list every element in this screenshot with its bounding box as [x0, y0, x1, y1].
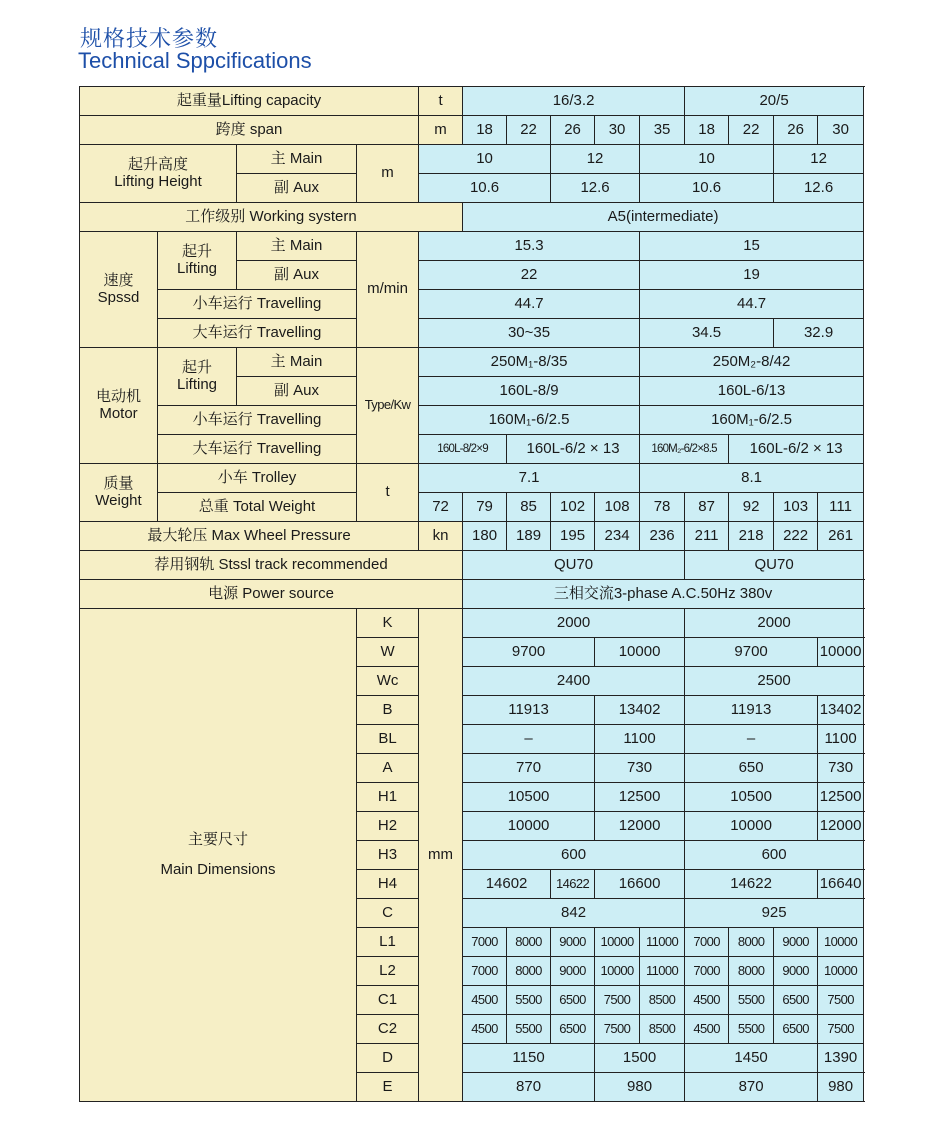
speed-label-cn: 速度 — [103, 272, 134, 289]
weight-total-value: 87 — [685, 493, 729, 522]
dimensions-label — [80, 609, 357, 1102]
lifting-height-main-label: 主 Main — [237, 145, 357, 174]
dim-w-value: 9700 — [463, 638, 595, 667]
motor-trolley-value: 160M₁-6/2.5 — [419, 406, 640, 435]
weight-total-value: 111 — [818, 493, 864, 522]
dim-bl-value: – — [685, 725, 818, 754]
rail-value: QU70 — [685, 551, 864, 580]
rail-label: 荐用钢轨 Stssl track recommended — [80, 551, 463, 580]
table-row — [80, 203, 864, 232]
speed-unit: m/min — [357, 232, 419, 348]
dim-h1-label: H1 — [357, 783, 419, 812]
dim-bl-label: BL — [357, 725, 419, 754]
dim-c2-value: 5500 — [729, 1015, 774, 1044]
motor-label-en: Motor — [99, 404, 138, 422]
dim-h2-value: 10000 — [685, 812, 818, 841]
lifting-height-main-value: 10 — [419, 145, 551, 174]
lifting-height-label — [80, 145, 237, 203]
dim-d-label: D — [357, 1044, 419, 1073]
weight-label-en: Weight — [95, 491, 142, 509]
dim-wc-value: 2500 — [685, 667, 864, 696]
lifting-height-label-en: Lifting Height — [114, 172, 202, 190]
weight-total-value: 79 — [463, 493, 507, 522]
lifting-height-aux-value: 12.6 — [774, 174, 864, 203]
dim-e-value: 980 — [818, 1073, 864, 1102]
lifting-height-aux-value: 10.6 — [419, 174, 551, 203]
wheel-pressure-label: 最大轮压 Max Wheel Pressure — [80, 522, 419, 551]
spec-table — [79, 86, 864, 1102]
span-value: 22 — [729, 116, 774, 145]
table-row — [80, 232, 864, 261]
dim-h4-value: 14602 — [463, 870, 551, 899]
capacity-unit: t — [419, 87, 463, 116]
weight-total-value: 85 — [507, 493, 551, 522]
span-value: 22 — [507, 116, 551, 145]
dim-b-value: 13402 — [818, 696, 864, 725]
speed-lifting-label-en: Lifting — [176, 259, 218, 277]
weight-total-value: 78 — [640, 493, 685, 522]
dim-w-value: 9700 — [685, 638, 818, 667]
weight-total-value: 103 — [774, 493, 818, 522]
dim-k-value: 2000 — [685, 609, 864, 638]
dimensions-unit: mm — [419, 609, 463, 1102]
table-row — [80, 580, 864, 609]
weight-total-label: 总重 Total Weight — [158, 493, 357, 522]
working-system-value: A5(intermediate) — [463, 203, 864, 232]
weight-total-value: 102 — [551, 493, 595, 522]
speed-crane-value: 32.9 — [774, 319, 864, 348]
dim-wc-value: 2400 — [463, 667, 685, 696]
wheel-pressure-value: 261 — [818, 522, 864, 551]
motor-label-cn: 电动机 — [95, 388, 141, 405]
dim-wc-label: Wc — [357, 667, 419, 696]
table-row — [80, 319, 864, 348]
weight-total-value: 108 — [595, 493, 640, 522]
dim-h2-value: 12000 — [595, 812, 685, 841]
weight-label — [80, 464, 158, 522]
page-title-cn: 规格技术参数 — [80, 27, 219, 52]
speed-crane-value: 30~35 — [419, 319, 640, 348]
table-row — [80, 609, 864, 638]
speed-trolley-label: 小车运行 Travelling — [158, 290, 357, 319]
span-value: 30 — [818, 116, 864, 145]
wheel-pressure-unit: kn — [419, 522, 463, 551]
dim-b-label: B — [357, 696, 419, 725]
table-row — [80, 551, 864, 580]
table-row — [80, 493, 864, 522]
dim-c-label: C — [357, 899, 419, 928]
table-row — [80, 145, 864, 174]
table-row — [80, 435, 864, 464]
dim-h3-value: 600 — [463, 841, 685, 870]
dim-a-value: 650 — [685, 754, 818, 783]
speed-main-value: 15 — [640, 232, 864, 261]
dim-l2-value: 7000 — [685, 957, 729, 986]
dim-c2-value: 4500 — [463, 1015, 507, 1044]
dim-e-value: 870 — [685, 1073, 818, 1102]
speed-trolley-value: 44.7 — [419, 290, 640, 319]
rail-value: QU70 — [463, 551, 685, 580]
page-title-en: Technical Sppcifications — [78, 48, 312, 73]
motor-aux-value: 160L-8/9 — [419, 377, 640, 406]
motor-lifting-label-cn: 起升 — [181, 359, 212, 376]
lifting-height-main-value: 10 — [640, 145, 774, 174]
dim-l2-value: 8000 — [507, 957, 551, 986]
span-value: 30 — [595, 116, 640, 145]
motor-crane-value: 160L-6/2 × 13 — [507, 435, 640, 464]
motor-aux-label: 副 Aux — [237, 377, 357, 406]
dim-h4-value: 16640 — [818, 870, 864, 899]
dim-l1-value: 8000 — [507, 928, 551, 957]
span-label: 跨度 span — [80, 116, 419, 145]
dim-c2-value: 4500 — [685, 1015, 729, 1044]
speed-label-en: Spssd — [97, 288, 140, 306]
span-unit: m — [419, 116, 463, 145]
dim-d-value: 1150 — [463, 1044, 595, 1073]
dim-l2-value: 9000 — [774, 957, 818, 986]
speed-crane-label: 大车运行 Travelling — [158, 319, 357, 348]
dim-h2-label: H2 — [357, 812, 419, 841]
dim-l2-value: 11000 — [640, 957, 685, 986]
wheel-pressure-value: 218 — [729, 522, 774, 551]
dim-h4-label: H4 — [357, 870, 419, 899]
dim-d-value: 1450 — [685, 1044, 818, 1073]
dim-h1-value: 12500 — [595, 783, 685, 812]
dim-k-value: 2000 — [463, 609, 685, 638]
lifting-height-aux-label: 副 Aux — [237, 174, 357, 203]
capacity-label: 起重量Lifting capacity — [80, 87, 419, 116]
table-row — [80, 522, 864, 551]
wheel-pressure-value: 236 — [640, 522, 685, 551]
dim-c2-value: 5500 — [507, 1015, 551, 1044]
dim-c1-value: 5500 — [729, 986, 774, 1015]
dim-h2-value: 10000 — [463, 812, 595, 841]
dim-bl-value: 1100 — [818, 725, 864, 754]
dim-h1-value: 10500 — [685, 783, 818, 812]
dim-l2-value: 8000 — [729, 957, 774, 986]
dimensions-label-cn: 主要尺寸 — [187, 831, 248, 848]
dim-c1-value: 4500 — [463, 986, 507, 1015]
motor-lifting-label-en: Lifting — [176, 375, 218, 393]
wheel-pressure-value: 222 — [774, 522, 818, 551]
speed-aux-label: 副 Aux — [237, 261, 357, 290]
dim-l1-value: 10000 — [595, 928, 640, 957]
dim-c2-value: 7500 — [595, 1015, 640, 1044]
motor-crane-value: 160L-8/2×9 — [419, 435, 507, 464]
lifting-height-label-cn: 起升高度 — [127, 156, 188, 173]
dim-w-label: W — [357, 638, 419, 667]
capacity-value: 20/5 — [685, 87, 864, 116]
dim-l1-value: 10000 — [818, 928, 864, 957]
dim-l1-value: 9000 — [551, 928, 595, 957]
dim-c2-value: 7500 — [818, 1015, 864, 1044]
dim-d-value: 1500 — [595, 1044, 685, 1073]
dim-b-value: 11913 — [685, 696, 818, 725]
speed-aux-value: 22 — [419, 261, 640, 290]
working-system-label: 工作级别 Working systern — [80, 203, 463, 232]
dim-c2-label: C2 — [357, 1015, 419, 1044]
dim-l1-value: 7000 — [685, 928, 729, 957]
dim-k-label: K — [357, 609, 419, 638]
dim-c1-value: 8500 — [640, 986, 685, 1015]
dimensions-label-en: Main Dimensions — [160, 861, 276, 878]
lifting-height-aux-value: 12.6 — [551, 174, 640, 203]
dim-c1-value: 6500 — [774, 986, 818, 1015]
lifting-height-main-value: 12 — [551, 145, 640, 174]
dim-h2-value: 12000 — [818, 812, 864, 841]
dim-a-value: 730 — [595, 754, 685, 783]
motor-label — [80, 348, 158, 464]
dim-bl-value: – — [463, 725, 595, 754]
weight-total-value: 92 — [729, 493, 774, 522]
speed-lifting-label-cn: 起升 — [181, 243, 212, 260]
dim-h3-value: 600 — [685, 841, 864, 870]
table-row — [80, 348, 864, 377]
dim-b-value: 13402 — [595, 696, 685, 725]
dim-d-value: 1390 — [818, 1044, 864, 1073]
dim-w-value: 10000 — [595, 638, 685, 667]
dim-l1-value: 8000 — [729, 928, 774, 957]
lifting-height-main-value: 12 — [774, 145, 864, 174]
power-label: 电源 Power source — [80, 580, 463, 609]
table-row — [80, 464, 864, 493]
table-row — [80, 406, 864, 435]
dim-l2-value: 7000 — [463, 957, 507, 986]
dim-l2-label: L2 — [357, 957, 419, 986]
dim-c1-value: 6500 — [551, 986, 595, 1015]
wheel-pressure-value: 234 — [595, 522, 640, 551]
dim-c1-label: C1 — [357, 986, 419, 1015]
motor-main-value: 250M₂-8/42 — [640, 348, 864, 377]
capacity-value: 16/3.2 — [463, 87, 685, 116]
wheel-pressure-value: 189 — [507, 522, 551, 551]
weight-unit: t — [357, 464, 419, 522]
dim-h3-label: H3 — [357, 841, 419, 870]
speed-trolley-value: 44.7 — [640, 290, 864, 319]
speed-crane-value: 34.5 — [640, 319, 774, 348]
dim-l1-label: L1 — [357, 928, 419, 957]
table-row — [80, 87, 864, 116]
speed-main-value: 15.3 — [419, 232, 640, 261]
speed-lifting-label — [158, 232, 237, 290]
motor-crane-value: 160L-6/2 × 13 — [729, 435, 864, 464]
weight-trolley-label: 小车 Trolley — [158, 464, 357, 493]
motor-unit: Type/Kw — [357, 348, 419, 464]
span-value: 35 — [640, 116, 685, 145]
wheel-pressure-value: 195 — [551, 522, 595, 551]
power-value: 三相交流3-phase A.C.50Hz 380v — [463, 580, 864, 609]
motor-trolley-value: 160M₁-6/2.5 — [640, 406, 864, 435]
weight-total-value: 72 — [419, 493, 463, 522]
dim-c1-value: 7500 — [595, 986, 640, 1015]
dim-a-label: A — [357, 754, 419, 783]
dim-l2-value: 9000 — [551, 957, 595, 986]
weight-label-cn: 质量 — [103, 475, 134, 492]
dim-bl-value: 1100 — [595, 725, 685, 754]
dim-c1-value: 7500 — [818, 986, 864, 1015]
dim-l1-value: 9000 — [774, 928, 818, 957]
motor-crane-label: 大车运行 Travelling — [158, 435, 357, 464]
lifting-height-unit: m — [357, 145, 419, 203]
dim-h4-value: 14622 — [551, 870, 595, 899]
motor-trolley-label: 小车运行 Travelling — [158, 406, 357, 435]
dim-l1-value: 7000 — [463, 928, 507, 957]
dim-l2-value: 10000 — [818, 957, 864, 986]
span-value: 26 — [551, 116, 595, 145]
dim-h4-value: 14622 — [685, 870, 818, 899]
wheel-pressure-value: 180 — [463, 522, 507, 551]
motor-main-label: 主 Main — [237, 348, 357, 377]
dim-l1-value: 11000 — [640, 928, 685, 957]
wheel-pressure-value: 211 — [685, 522, 729, 551]
dim-h4-value: 16600 — [595, 870, 685, 899]
dim-a-value: 730 — [818, 754, 864, 783]
motor-crane-value: 160M₂-6/2×8.5 — [640, 435, 729, 464]
dim-c1-value: 5500 — [507, 986, 551, 1015]
span-value: 18 — [463, 116, 507, 145]
dim-a-value: 770 — [463, 754, 595, 783]
table-row — [80, 290, 864, 319]
weight-trolley-value: 7.1 — [419, 464, 640, 493]
dim-e-label: E — [357, 1073, 419, 1102]
table-row — [80, 116, 864, 145]
dim-e-value: 980 — [595, 1073, 685, 1102]
dim-c1-value: 4500 — [685, 986, 729, 1015]
speed-label — [80, 232, 158, 348]
motor-aux-value: 160L-6/13 — [640, 377, 864, 406]
dim-c-value: 925 — [685, 899, 864, 928]
dim-c2-value: 8500 — [640, 1015, 685, 1044]
motor-lifting-label — [158, 348, 237, 406]
dim-h1-value: 12500 — [818, 783, 864, 812]
dim-b-value: 11913 — [463, 696, 595, 725]
span-value: 26 — [774, 116, 818, 145]
dim-l2-value: 10000 — [595, 957, 640, 986]
weight-trolley-value: 8.1 — [640, 464, 864, 493]
motor-main-value: 250M₁-8/35 — [419, 348, 640, 377]
dim-c-value: 842 — [463, 899, 685, 928]
speed-main-label: 主 Main — [237, 232, 357, 261]
dim-e-value: 870 — [463, 1073, 595, 1102]
speed-aux-value: 19 — [640, 261, 864, 290]
dim-w-value: 10000 — [818, 638, 864, 667]
dim-h1-value: 10500 — [463, 783, 595, 812]
dim-c2-value: 6500 — [774, 1015, 818, 1044]
span-value: 18 — [685, 116, 729, 145]
lifting-height-aux-value: 10.6 — [640, 174, 774, 203]
dim-c2-value: 6500 — [551, 1015, 595, 1044]
